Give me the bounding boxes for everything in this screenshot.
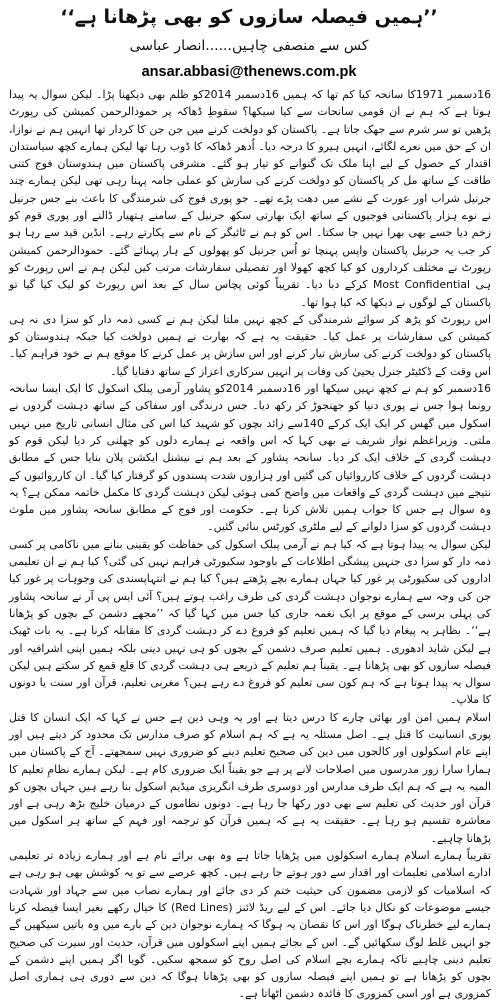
body-paragraph: اس رپورٹ کو پڑھ کر سوائے شرمندگی کے کچھ نہیں ملتا لیکن ہم نے کسی ذمہ دار کو سزا دی نہ ہی کمیشن کی سفارشات پر عمل کیا۔ حقیقت یہ ہے کہ بھارت نے ہمیں دولخت کیا جبکہ ہندوستان کو پاکستان کو دولخت کرنے کی سازش تیار کرنے اور اس سازش پر عمل کرنے کا موقع ہم نے خود فراہم کیا۔ اس وقت کے ڈکٹیٹر جنرل یحییٰ کی وفات پر انہیں سرکاری اعزاز کے ساتھ دفنایا گیا۔ (9, 312, 491, 378)
body-paragraph: لیکن سوال یہ پیدا ہوتا ہے کہ کیا ہم نے آرمی پبلک اسکول کی حفاظت کو یقینی بنانے میں ناکامی پر کسی ذمہ دار کو سزا دی جنہیں پیشگی اطلاعات کے باوجود سکیورٹی فراہم نہیں کی گئی؟ کیا ہم نے ان تعلیمی اداروں کی سکیورٹی پر غور کیا جہاں ہمارے بچے پڑھتے ہیں؟ کیا ہم نے انتہاپسندی کی وجوہات پر غور کیا جن کی وجہ سے ہمارے نوجوان دہشت گردی کی طرف راغب ہوتے ہیں؟ آئی ایس پی آر نے سانحہ پشاور کی پہلی برسی کے موقع پر ایک نغمہ جاری کیا جس میں کہا گیا کہ ’’مجھے دشمن کے بچوں کو پڑھانا ہے‘‘۔ بظاہر یہ پیغام دیا گیا کہ ہمیں تعلیم کو فروغ دے کر دہشت گردی کا مقابلہ کرنا ہے۔ یہ بات ٹھیک ہے لیکن شاید ادھوری۔ ہمیں تعلیم صرف دشمن کے بچوں کو ہی نہیں دینی بلکہ ہمیں اپنی اشرافیہ اور فیصلہ سازوں کو بھی پڑھانا ہے۔ یقیناً ہم تعلیم کے ذریعے ہی دہشت گردی کا قلع قمع کر سکتے ہیں لیکن سوال یہ پیدا ہوتا ہے کہ ہم کون سی تعلیم کو فروغ دے رہے ہیں؟ مغربی تعلیم، قرآن اور سنت یا دونوں کا ملاپ۔ (9, 537, 491, 707)
author-email: ansar.abbasi@thenews.com.pk (141, 64, 357, 80)
column-title: ’’ہمیں فیصلہ سازوں کو بھی پڑھانا ہے‘‘ (60, 6, 438, 28)
column-byline: کس سے منصفی چاہیں......انصار عباسی (129, 38, 369, 54)
body-paragraph: 16دسمبر کو ہم نے کچھ نہیں سیکھا اور 16دسمبر 2014کو پشاور آرمی پبلک اسکول کا ایک ایسا سانحہ رونما ہوا جس نے پوری دنیا کو جھنجوڑ کر رکھ دیا۔ جس درندگی اور سفاکی کے ساتھ دہشت گردوں نے اسکول میں گھس کر ایک ایک کرکے 140سے زائد بچوں کو شہید کیا اس کی مثال انسانی تاریخ میں نہیں ملتی۔ وزیراعظم نواز شریف نے بھی کہا کہ اس واقعہ نے ہمارے دلوں کو چھلنی کر دیا لیکن قوم کو دہشت گردی کے خلاف ایک کر دیا۔ سانحہ پشاور کے بعد ہم نے نیشنل ایکشن پلان بنایا جس کے مطابق دہشت گردوں کے خلاف کارروائیاں کی گئیں اور ہزاروں شدت پسندوں کو گرفتار کیا گیا۔ ان کارروائیوں کے نتیجے میں دہشت گردی کے واقعات میں واضح کمی ہوئی لیکن دہشت گردی کا مکمل خاتمہ ممکن ہے؟ یہ وہ سوال ہے جس کا جواب ہمیں تلاش کرنا ہے۔ حکومت اور فوج کے مطابق سانحہ پشاور میں ملوث دہشت گردوں کو سزا دلوانے کے لیے ملٹری کورٹس بنائی گئیں۔ (9, 382, 492, 534)
body-paragraph: تقریباً ہمارے اسلام ہمارے اسکولوں میں پڑھایا جاتا ہے وہ بھی برائے نام ہے اور ہمارے زیادہ تر تعلیمی ادارے اسلامی تعلیمات اور اقدار سے دور ہوتے جا رہے ہیں۔ کچھ عرصے سے تو یہ کوشش بھی ہو رہی ہے کہ اسلامیات کو لازمی مضمون کی حیثیت ختم کر دی جائے اور ہمارے نصاب میں سے جہاد اور شہادت جیسے موضوعات کو نکال دیا جائے۔ اس کے لیے ریڈ لائنز (Red Lines) کا خیال رکھے بغیر ایسا فیصلہ کرنا ہمارے لیے خطرناک ہوگا اور اس کا نقصان یہ ہوگا کہ ہمارے نوجوان دین کے بارے میں وہ باتیں سیکھیں گے جو انہیں غلط لوگ سکھائیں گے۔ اس کے بجائے ہمیں اپنے اسکولوں میں قرآن، حدیث اور سیرت کی صحیح تعلیم دینی چاہیے تاکہ ہمارے بچے اسلام کی اصل روح کو سمجھ سکیں۔ گویا اگر ہمیں اپنے دشمن کے بچوں کو پڑھانا ہے تو ہمیں اپنے فیصلہ سازوں کو بھی پڑھانا ہوگا کہ دین سے دوری ہی ہماری اصل کمزوری ہے اور اسی کمزوری کا فائدہ دشمن اٹھاتا ہے۔ (9, 849, 491, 1001)
body-paragraph: اسلام ہمیں امن اور بھائی چارے کا درس دیتا ہے اور یہ وہی دین ہے جس نے کہا کہ ایک انسان کا قتل پوری انسانیت کا قتل ہے۔ اصل مسئلہ یہ ہے کہ ہم اسلام کو صرف مدارس تک محدود کر دیتے ہیں اور اپنے عام اسکولوں اور کالجوں میں دین کی صحیح تعلیم دینے کو ضروری نہیں سمجھتے۔ آج کے پاکستان میں ہمارا سارا زور مدرسوں میں اصلاحات لانے پر ہے جو یقیناً ایک ضروری کام ہے۔ لیکن ہمارے نظامِ تعلیم کا المیہ یہ ہے کہ ہم ایک طرف مدارس اور دوسری طرف انگریزی میڈیم اسکول بنا رہے ہیں جہاں بچوں کو قرآن اور حدیث کی تعلیم سے بھی دور رکھا جا رہا ہے۔ دونوں نظاموں کے درمیان خلیج بڑھ رہی ہے اور معاشرہ تقسیم ہو رہا ہے۔ حقیقت یہ ہے کہ ہمیں قرآن کو ترجمہ اور فہم کے ساتھ ہر اسکول میں پڑھانا چاہیے۔ (9, 710, 491, 845)
column-body (9, 86, 492, 1001)
body-paragraph: 16دسمبر 1971کا سانحہ کیا کم تھا کہ ہمیں 16دسمبر 2014کو ظلم بھی دیکھنا پڑا۔ لیکن سوال یہ پیدا ہوتا ہے کہ ہم نے ان قومی سانحات سے کیا سیکھا؟ سقوطِ ڈھاکہ پر حمودالرحمن کمیشن کی رپورٹ پڑھیں تو سر شرم سے جھک جاتا ہے۔ پاکستان کو دولخت کرنے میں جن جن کا کردار تھا انہیں ہم نے نوازا، ان کے حق میں نعرے لگائے، انہیں ہیرو کا درجہ دیا۔ اُدھر ڈھاکہ کا ڈوب رہا تھا لیکن ہمارے کچھ سیاستدان اقتدار کے حصول کے لیے اپنا ملک تک گنوانے کو تیار ہو گئے۔ مشرقی پاکستان میں ہندوستان فوج کتنی طاقت کے ساتھ مل کر پاکستان کو دولخت کرنے کی سازش کو عملی جامہ پہنا رہی تھی لیکن ہمارے چند جرنیل شراب اور عورت کے نشے میں دھت پڑے تھے۔ جو پوری فوج کی شرمندگی کا باعث بنے جس جرنیل نے نوے ہزار پاکستانی فوجیوں کے ساتھ ایک بھارتی سکھ جرنیل کے سامنے ہتھیار ڈالنے اور پوری قوم کو زخم دیا جسے بھی بھرا نہیں جا سکتا۔ اس کو ہم نے ٹائیگر کے نام سے پکارتے رہے۔ انڈین قید سے رہا ہو کر جب یہ جرنیل پاکستان واپس پہنچا تو اُس جرنیل کو پھولوں کے ہار پہنائے گئے۔ حمودالرحمن کمیشن رپورٹ نے مختلف کرداروں کو کیا کچھ کھولا اور تفصیلی سفارشات مرتب کیں لیکن ہم نے اس رپورٹ کو ہی Most Confidential کرکے دبا دیا۔ تقریباً کوئی پچاس سال کے بعد اس رپورٹ کو لیک کیا گیا تو پاکستان کے لوگوں نے دیکھا کہ کیا ہوا تھا۔ (9, 88, 491, 309)
